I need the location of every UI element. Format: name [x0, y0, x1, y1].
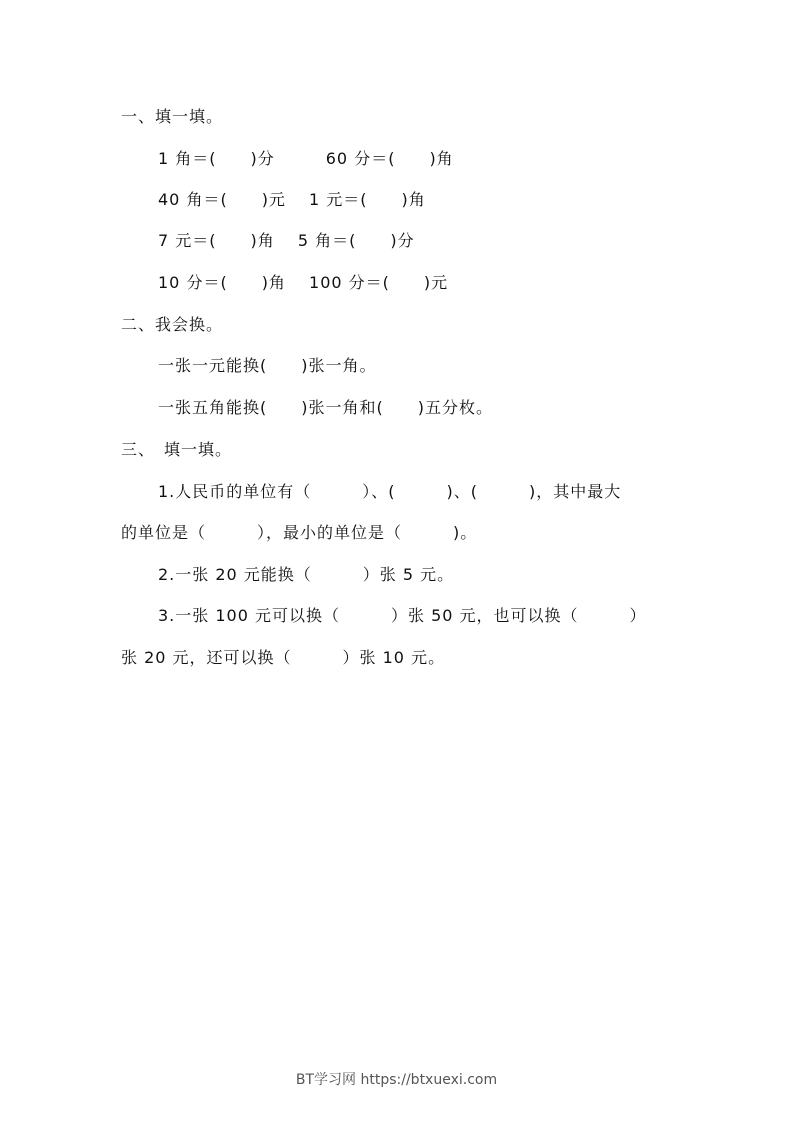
section1-row3: 7 元＝( )角 5 角＝( )分	[158, 231, 415, 250]
section1-row4: 10 分＝( )角 100 分＝( )元	[158, 273, 449, 292]
section1-heading: 一、填一填。	[121, 107, 224, 126]
section2-heading: 二、我会换。	[121, 315, 224, 334]
footer-watermark: BT学习网 https://btxuexi.com	[295, 1072, 498, 1088]
section2-row2: 一张五角能换( )张一角和( )五分枚。	[158, 398, 493, 417]
section1-row1: 1 角＝( )分 60 分＝( )角	[158, 149, 454, 168]
section3-q1-line1: 1.人民币的单位有（ ）、( )、( )，其中最大	[158, 482, 622, 501]
section2-row1: 一张一元能换( )张一角。	[158, 356, 377, 375]
section3-q3-line1: 3.一张 100 元可以换（ ）张 50 元，也可以换（ ）	[158, 606, 647, 625]
section3-q2: 2.一张 20 元能换（ ）张 5 元。	[158, 565, 455, 584]
section3-q1-line2: 的单位是（ ），最小的单位是（ )。	[121, 523, 478, 542]
section3-q3-line2: 张 20 元，还可以换（ ）张 10 元。	[121, 648, 446, 667]
section3-heading: 三、 填一填。	[121, 440, 233, 459]
section1-row2: 40 角＝( )元 1 元＝( )角	[158, 190, 426, 209]
